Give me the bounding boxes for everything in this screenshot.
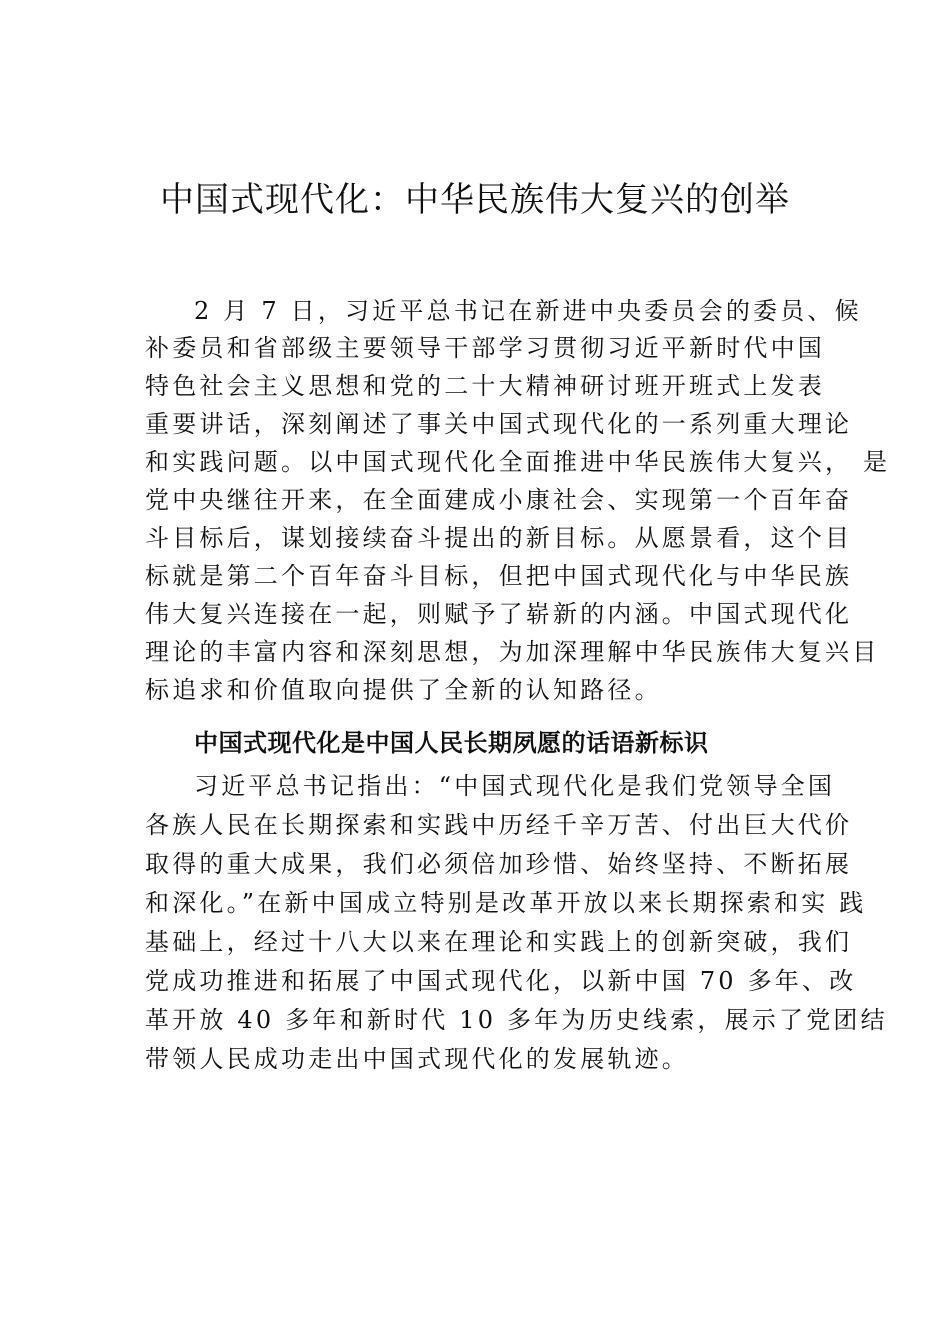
- paragraph-2-line-8: 带领人民成功走出中国式现代化的发展轨迹。: [145, 1045, 689, 1073]
- paragraph-2-line-1: 习近平总书记指出：“中国式现代化是我们党领导全国: [194, 772, 836, 800]
- paragraph-1-line-4: 重要讲话，深刻阐述了事关中国式现代化的一系列重大理论: [145, 410, 853, 438]
- paragraph-1-line-9: 伟大复兴连接在一起，则赋予了崭新的内涵。中国式现代化: [145, 600, 853, 628]
- paragraph-2-line-4: 和深化。”在新中国成立特别是改革开放以来长期探索和实 践: [145, 889, 867, 917]
- paragraph-1-line-1: 2 月 7 日，习近平总书记在新进中央委员会的委员、候: [194, 297, 862, 325]
- paragraph-2-line-2: 各族人民在长期探索和实践中历经千辛万苦、付出巨大代价: [145, 811, 853, 839]
- paragraph-1-line-8: 标就是第二个百年奋斗目标，但把中国式现代化与中华民族: [145, 562, 853, 590]
- paragraph-1-line-6: 党中央继往开来，在全面建成小康社会、实现第一个百年奋: [145, 486, 853, 514]
- paragraph-2-line-6: 党成功推进和拓展了中国式现代化，以新中国 70 多年、改: [145, 967, 857, 995]
- paragraph-1-line-3: 特色社会主义思想和党的二十大精神研讨班开班式上发表: [145, 372, 825, 400]
- paragraph-1-line-10: 理论的丰富内容和深刻思想，为加深理解中华民族伟大复兴目: [145, 638, 880, 666]
- paragraph-1-line-5: 和实践问题。以中国式现代化全面推进中华民族伟大复兴， 是: [145, 448, 891, 476]
- section-heading: 中国式现代化是中国人民长期夙愿的话语新标识: [194, 729, 709, 757]
- paragraph-2-line-7: 革开放 40 多年和新时代 10 多年为历史线索，展示了党团结: [145, 1006, 888, 1034]
- document-title: 中国式现代化：中华民族伟大复兴的创举: [160, 180, 790, 220]
- paragraph-1-line-7: 斗目标后，谋划接续奋斗提出的新目标。从愿景看，这个目: [145, 524, 853, 552]
- paragraph-1-line-11: 标追求和价值取向提供了全新的认知路径。: [145, 676, 662, 704]
- paragraph-2-line-3: 取得的重大成果，我们必须倍加珍惜、始终坚持、不断拓展: [145, 850, 853, 878]
- paragraph-1-line-2: 补委员和省部级主要领导干部学习贯彻习近平新时代中国: [145, 334, 825, 362]
- paragraph-2-line-5: 基础上，经过十八大以来在理论和实践上的创新突破，我们: [145, 928, 853, 956]
